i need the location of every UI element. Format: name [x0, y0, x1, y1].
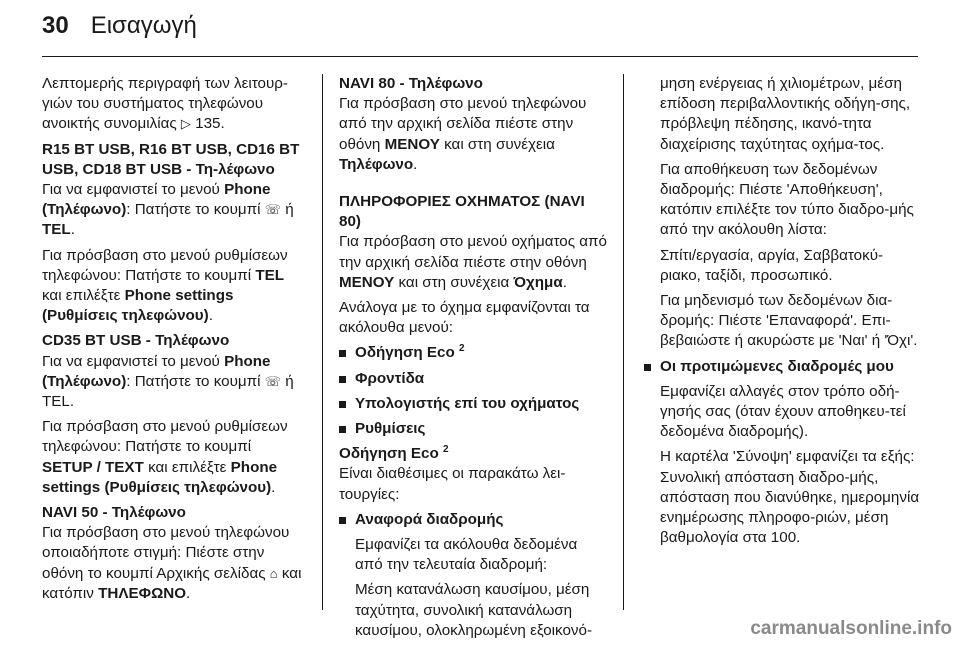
list-item: Ρυθμίσεις [339, 419, 607, 439]
paragraph: Για να εμφανιστεί το μενού Phone (Τηλέφωνο): Πατήστε το κουμπί ☏ ή TEL. [42, 352, 294, 411]
bullet-icon [339, 350, 346, 357]
list-item: Αναφορά διαδρομής [339, 510, 607, 530]
paragraph: Ανάλογα με το όχημα εμφανίζονται τα ακόλουθα μενού: [339, 299, 590, 337]
list-item: Φροντίδα [339, 369, 607, 389]
bullet-icon [339, 376, 346, 383]
paragraph: μηση ενέργειας ή χιλιομέτρων, μέση επίδοση περιβαλλοντικής οδήγη-σης, πρόβλεψη πέδησης, ικανό-τητα διαχείρισης ταχύτητας οχήμα-τος. [660, 75, 911, 153]
paragraph: Είναι διαθέσιμες οι παρακάτω λει-τουργίες: [339, 465, 566, 503]
section-heading-vehicle-info: ΠΛΗΡΟΦΟΡΙΕΣ ΟΧΗΜΑΤΟΣ (NAVI 80) [339, 193, 585, 231]
list-item: Οδήγηση Eco $^2$ [339, 343, 607, 363]
paragraph: Για πρόσβαση στο μενού ρυθμίσεων τηλεφώνου: Πατήστε το κουμπί SETUP / TEXT και επιλέξτε Phone settings (Ρυθμίσεις τηλεφώνου). [42, 418, 288, 496]
column-3 [644, 74, 920, 553]
intro-paragraph: Λεπτομερής περιγραφή των λειτουρ-γιών του συστήματος τηλεφώνου ανοικτής συνομιλίας ▷ 135. [42, 75, 288, 133]
phone-icon: ☏ [264, 202, 281, 218]
column-2 [339, 74, 607, 646]
bullet-icon [644, 364, 651, 371]
list-item: Υπολογιστής επί του οχήματος [339, 394, 607, 414]
paragraph: Για πρόσβαση στο μενού τηλεφώνου από την αρχική σελίδα πιέστε στην οθόνη ΜΕΝΟΥ και στη συνέχεια Τηλέφωνο. [339, 95, 587, 173]
paragraph: Σπίτι/εργασία, αργία, Σαββατοκύ-ριακο, ταξίδι, προσωπικό. [660, 246, 884, 284]
page-title: Εισαγωγή [90, 12, 197, 39]
section-heading-cd35: CD35 BT USB - Τηλέφωνο [42, 332, 230, 350]
home-icon: ⌂ [269, 565, 278, 581]
bullet-icon [339, 401, 346, 408]
paragraph: Εμφανίζει αλλαγές στον τρόπο οδή-γησής σας (όταν έχουν αποθηκευ-τεί δεδομένα διαδρομής). [660, 382, 906, 441]
paragraph: Για να εμφανιστεί το μενού Phone (Τηλέφωνο): Πατήστε το κουμπί ☏ ή TEL. [42, 181, 294, 239]
column-divider-2 [623, 74, 624, 610]
section-heading-navi80: NAVI 80 - Τηλέφωνο [339, 75, 483, 92]
paragraph: Εμφανίζει τα ακόλουθα δεδομένα από την τελευταία διαδρομή: [355, 536, 578, 574]
bullet-icon [339, 426, 346, 433]
section-heading-r15: R15 BT USB, R16 BT USB, CD16 BT USB, CD18 BT USB - Τη-λέφωνο [42, 140, 300, 178]
paragraph: Μέση κατανάλωση καυσίμου, μέση ταχύτητα, συνολική κατανάλωση καυσίμου, ολοκληρωμένη εξοικονό- [355, 581, 592, 639]
section-heading-navi50: NAVI 50 - Τηλέφωνο [42, 504, 186, 522]
bullet-icon [339, 517, 346, 524]
page-reference-icon: ▷ [180, 116, 191, 132]
paragraph: Για πρόσβαση στο μενού οχήματος από την αρχική σελίδα πιέστε στην οθόνη ΜΕΝΟΥ και στη συνέχεια Όχημα. [339, 233, 607, 291]
page-number: 30 [42, 12, 69, 39]
paragraph: Για πρόσβαση στο μενού ρυθμίσεων τηλεφώνου: Πατήστε το κουμπί TEL και επιλέξτε Phone settings (Ρυθμίσεις τηλεφώνου). [42, 246, 288, 325]
page-header [42, 12, 197, 52]
section-heading-eco: Οδήγηση Eco $^2$ [339, 444, 449, 463]
watermark: carmanualsonline.info [750, 618, 952, 639]
paragraph: Η καρτέλα 'Σύνοψη' εμφανίζει τα εξής: Συνολική απόσταση διαδρο-μής, απόσταση που διανύθηκε, ημερομηνία ενημέρωσης πληροφο-ριών, μέση βαθμολογία στα 100. [660, 448, 920, 547]
paragraph: Για μηδενισμό των δεδομένων δια-δρομής: Πιέστε 'Επαναφορά'. Επι-βεβαιώστε ή ακυρώστε με 'Ναι' ή 'Όχι'. [660, 292, 918, 350]
column-1 [42, 74, 304, 609]
paragraph: Για αποθήκευση των δεδομένων διαδρομής: Πιέστε 'Αποθήκευση', κατόπιν επιλέξτε τον τύπο διαδρο-μής από την ακόλουθη λίστα: [660, 160, 914, 239]
header-rule [42, 56, 918, 57]
phone-icon: ☏ [264, 373, 281, 389]
paragraph: Για πρόσβαση στο μενού τηλεφώνου οποιαδήποτε στιγμή: Πιέστε στην οθόνη το κουμπί Αρχικής σελίδας ⌂ και κατόπιν ΤΗΛΕΦΩΝΟ. [42, 524, 302, 602]
list-item: Οι προτιμώμενες διαδρομές μου [644, 357, 920, 377]
column-divider-1 [322, 74, 323, 610]
